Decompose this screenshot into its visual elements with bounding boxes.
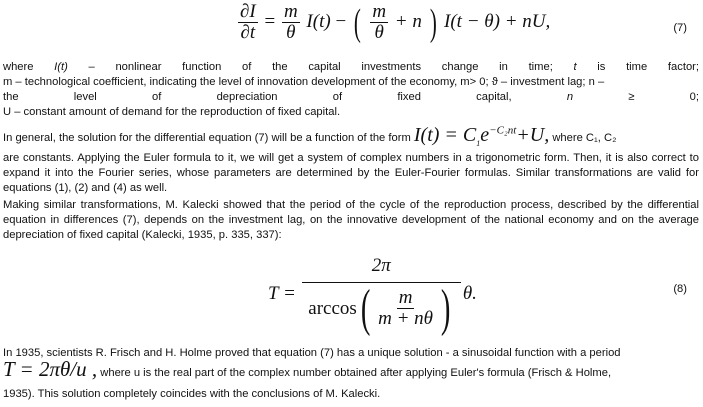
- paragraph-1-body: are constants. Applying the Euler formula to it, we will get a system of complex numbers in a trigonometric form. Then, it is also correct to expand it into the Fourier series, whose parameters are determined by the Euler-Fourier formulas. Similar transformations are valid for equations (1), (2) and (4) as well.: [3, 152, 699, 194]
- word: the: [3, 91, 19, 103]
- formula-exp: −C₂nt: [489, 124, 517, 137]
- word: level: [73, 91, 97, 103]
- eq8-denominator: [306, 279, 456, 337]
- eq7-minus: −: [335, 10, 347, 32]
- eq8-arccos: arccos: [308, 297, 357, 319]
- eq7-lhs-numerator: ∂I: [240, 1, 256, 22]
- eq8-inner-fraction: [376, 288, 435, 329]
- definition-line-2: m – technological coefficient, indicating the level of innovation development of the economy, m> 0; ϑ – investment lag; n –: [3, 76, 605, 88]
- definition-line-4: U – constant amount of demand for the reproduction of fixed capital.: [3, 106, 341, 118]
- period-formula: T = 2πθ/u ,: [3, 357, 98, 381]
- word: investments: [361, 61, 422, 73]
- para3-after-formula: where u is the real part of the complex number obtained after applying Euler's formula (Frisch & Holme,: [100, 367, 612, 379]
- word: is: [597, 61, 606, 73]
- eq8-lhs: T =: [268, 282, 296, 304]
- word: depreciation: [216, 91, 278, 103]
- word: in: [499, 61, 508, 73]
- para1-after: where C₁, C₂: [552, 132, 617, 144]
- eq7-lhs-denominator: ∂t: [240, 22, 256, 43]
- word: ≥: [628, 91, 635, 103]
- word: –: [88, 61, 95, 73]
- word: I(t): [54, 61, 68, 73]
- formula-e: e: [480, 124, 490, 146]
- paragraph-1-first-line: [3, 124, 699, 148]
- word: factor;: [667, 61, 699, 73]
- eq8-main-fraction: [302, 252, 461, 335]
- para1-intro: In general, the solution for the differential equation (7) will be a function of the form: [3, 132, 411, 144]
- eq8-inner-num: m: [398, 287, 413, 308]
- eq8-paren-close: ): [440, 279, 451, 337]
- word: time;: [528, 61, 553, 73]
- eq7-term-1: I(t): [306, 10, 331, 32]
- eq7-paren-close: ): [429, 1, 437, 44]
- eq8-tail: θ.: [462, 282, 477, 304]
- equation-7: [0, 2, 703, 54]
- word: t: [573, 61, 577, 73]
- paragraph-3-line-2: [3, 357, 699, 381]
- eq7-f2-den: θ: [374, 22, 384, 43]
- eq7-equals: =: [264, 10, 276, 32]
- eq8-numerator: 2π: [302, 252, 461, 283]
- eq8-paren-open: (: [360, 279, 371, 337]
- word: function: [182, 61, 222, 73]
- word: capital,: [476, 91, 512, 103]
- eq7-term-2: I(t − θ) + nU,: [444, 10, 551, 32]
- word: of: [332, 91, 343, 103]
- formula-I: I(t) = C: [413, 124, 477, 146]
- eq7-fraction-1: [282, 2, 300, 43]
- formula-sub: 1: [476, 139, 481, 148]
- word: nonlinear: [115, 61, 162, 73]
- definition-line-1: [3, 60, 699, 75]
- word: n: [566, 91, 574, 103]
- paragraph-3-line-3: 1935). This solution completely coincides with the conclusions of M. Kalecki.: [3, 388, 381, 400]
- eq7-lhs-fraction: [238, 2, 258, 43]
- eq7-f1-den: θ: [286, 22, 296, 43]
- paragraph-3-line-1: In 1935, scientists R. Frisch and H. Holme proved that equation (7) has a unique solution - a sinusoidal function with a period: [3, 347, 621, 359]
- formula-tail: +U,: [516, 124, 550, 146]
- paragraph-2: Making similar transformations, M. Kalecki showed that the period of the cycle of the reproduction process, described by the differential equation in differences (7), depends on the investment lag, on the innovative development of the national economy and on the average depreciation of fixed capital (Kalecki, 1935, p. 335, 337):: [3, 199, 699, 241]
- eq7-paren-open: (: [353, 1, 361, 44]
- word: capital: [308, 61, 341, 73]
- word: 0;: [689, 91, 699, 103]
- word: change: [441, 61, 479, 73]
- word: the: [272, 61, 288, 73]
- word: fixed: [397, 91, 421, 103]
- eq7-number: (7): [673, 22, 687, 34]
- word: of: [242, 61, 252, 73]
- word: of: [152, 91, 162, 103]
- eq7-f2-num: m: [372, 1, 387, 22]
- eq8-inner-den: m + nθ: [378, 308, 434, 329]
- eq7-f1-num: m: [283, 1, 298, 22]
- eq7-plus-n: + n: [394, 10, 422, 32]
- eq7-fraction-2: [370, 2, 388, 43]
- word: time: [626, 61, 648, 73]
- eq8-number: (8): [673, 283, 687, 295]
- definition-line-3: [3, 90, 699, 105]
- equation-8: [0, 243, 703, 343]
- solution-formula: [414, 124, 549, 146]
- word: where: [3, 61, 34, 73]
